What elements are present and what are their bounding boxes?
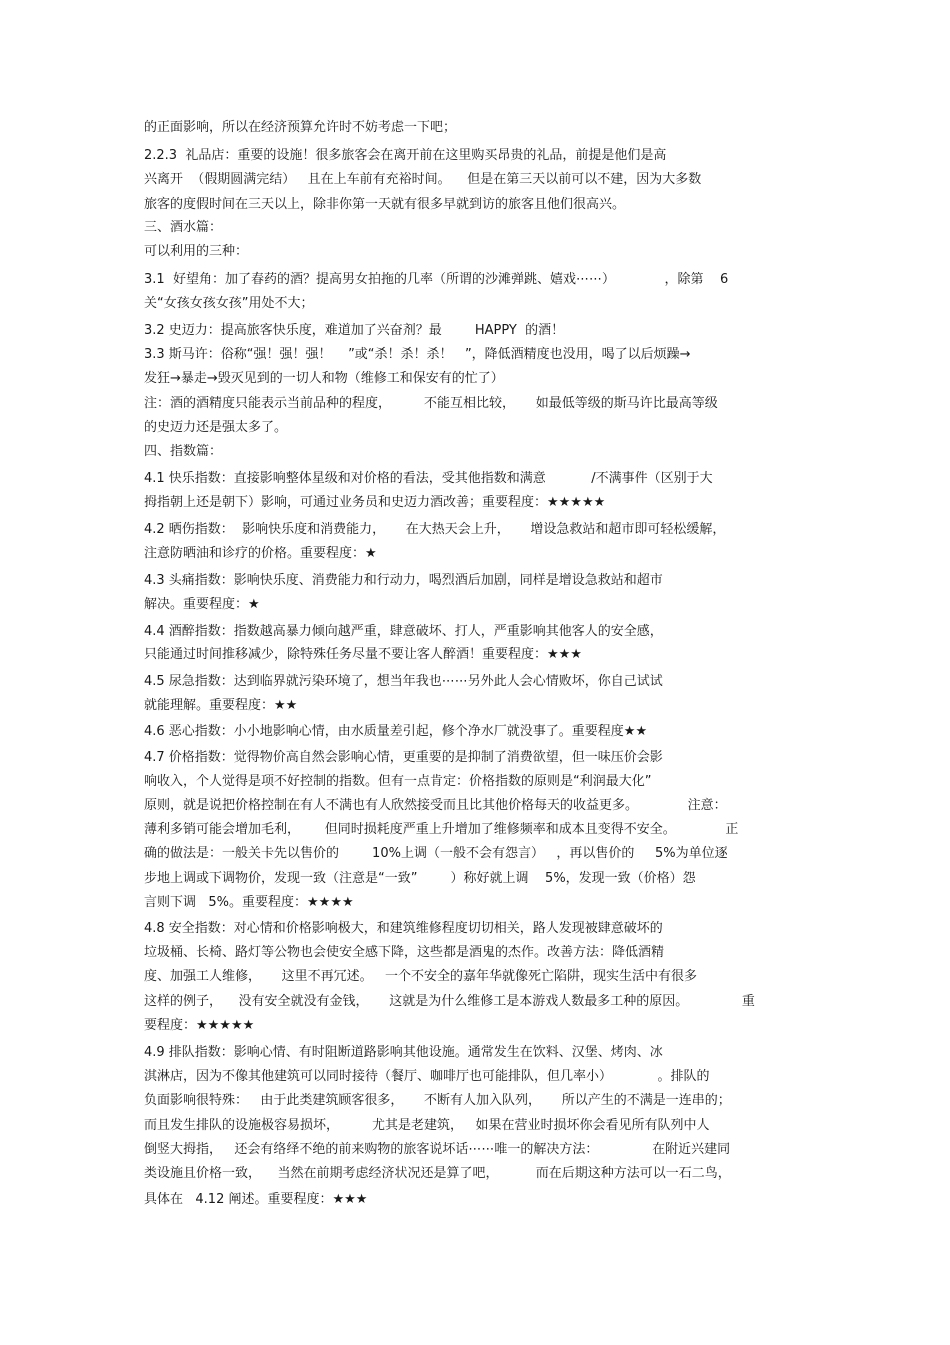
text-line: 响收入，个人觉得是项不好控制的指数。但有一点肯定：价格指数的原则是“利润最大化”	[144, 774, 652, 789]
text-line: 确的做法是：一般关卡先以售价的 10%上调（一般不会有怨言） ，再以售价的 5%为单位逐	[144, 846, 728, 861]
text-line: 只能通过时间推移减少，除特殊任务尽量不要让客人醉酒！重要程度：★★★	[144, 647, 582, 662]
text-line: 4.2 晒伤指数： 影响快乐度和消费能力， 在大热天会上升， 增设急救站和超市即可轻松缓解，	[144, 522, 726, 537]
section-heading: 四、指数篇：	[144, 444, 223, 459]
text-line: 4.4 酒醉指数：指数越高暴力倾向越严重，肆意破坏、打人，严重影响其他客人的安全感，	[144, 624, 663, 639]
text-line: 解决。重要程度：★	[144, 597, 260, 612]
text-line: 3.2 史迈力：提高旅客快乐度，难道加了兴奋剂？最 HAPPY 的酒！	[144, 323, 565, 338]
text-line: 4.5 尿急指数：达到临界就污染环境了，想当年我也⋯⋯另外此人会心情败坏，你自己试试	[144, 674, 663, 689]
text-line: 关“女孩女孩女孩”用处不大；	[144, 296, 314, 311]
text-line: 淇淋店，因为不像其他建筑可以同时接待（餐厅、咖啡厅也可能排队，但几率小） 。排队的	[144, 1069, 710, 1084]
text-line: 这样的例子， 没有安全就没有金钱， 这就是为什么维修工是本游戏人数最多工种的原因。 重	[144, 994, 755, 1009]
text-line: 就能理解。重要程度：★★	[144, 698, 298, 713]
text-line: 兴离开 （假期圆满完结） 且在上车前有充裕时间。 但是在第三天以前可以不建，因为大多数	[144, 172, 702, 187]
text-line: 薄利多销可能会增加毛利， 但同时损耗度严重上升增加了维修频率和成本且变得不安全。 正	[144, 822, 739, 837]
text-line: 的史迈力还是强太多了。	[144, 420, 288, 435]
text-line: 倒竖大拇指， 还会有络绎不绝的前来购物的旅客说坏话⋯⋯唯一的解决方法： 在附近兴建同	[144, 1142, 731, 1157]
text-line: 原则，就是说把价格控制在有人不满也有人欣然接受而且比其他价格每天的收益更多。 注意：	[144, 798, 727, 813]
text-line: 注意防晒油和诊疗的价格。重要程度：★	[144, 546, 377, 561]
text-line: 3.1 好望角：加了春药的酒？提高男女拍拖的几率（所谓的沙滩弹跳、嬉戏⋯⋯） ，除第 6	[144, 272, 729, 287]
text-line: 4.3 头痛指数：影响快乐度、消费能力和行动力，喝烈酒后加剧，同样是增设急救站和超市	[144, 573, 663, 588]
text-line: 发狂→暴走→毁灭见到的一切人和物（维修工和保安有的忙了）	[144, 371, 504, 386]
text-line: 负面影响很特殊： 由于此类建筑顾客很多， 不断有人加入队列， 所以产生的不满是一连串的；	[144, 1093, 731, 1108]
text-line: 类设施且价格一致， 当然在前期考虑经济状况还是算了吧， 而在后期这种方法可以一石二鸟，	[144, 1166, 731, 1181]
text-line: 的正面影响，所以在经济预算允许时不妨考虑一下吧；	[144, 120, 457, 135]
text-line: 要程度：★★★★★	[144, 1018, 255, 1033]
text-line: 2.2.3 礼品店：重要的设施！很多旅客会在离开前在这里购买昂贵的礼品，前提是他们是高	[144, 148, 667, 163]
text-line: 4.9 排队指数：影响心情、有时阻断道路影响其他设施。通常发生在饮料、汉堡、烤肉、冰	[144, 1045, 663, 1060]
section-heading: 三、酒水篇：	[144, 220, 223, 235]
text-line: 4.8 安全指数：对心情和价格影响极大，和建筑维修程度切切相关，路人发现被肆意破坏的	[144, 921, 663, 936]
text-line: 拇指朝上还是朝下）影响，可通过业务员和史迈力酒改善；重要程度：★★★★★	[144, 495, 606, 510]
text-line: 言则下调 5%。重要程度：★★★★	[144, 895, 354, 910]
text-line: 而且发生排队的设施极容易损坏， 尤其是老建筑， 如果在营业时损坏你会看见所有队列中人	[144, 1118, 710, 1133]
text-line: 步地上调或下调物价，发现一致（注意是“一致” ）称好就上调 5%，发现一致（价格）怨	[144, 871, 696, 886]
text-line: 具体在 4.12 阐述。重要程度：★★★	[144, 1192, 368, 1207]
text-line: 注：酒的酒精度只能表示当前品种的程度， 不能互相比较， 如最低等级的斯马许比最高等级	[144, 396, 718, 411]
text-line: 4.1 快乐指数：直接影响整体星级和对价格的看法，受其他指数和满意 /不满事件（区别于大	[144, 471, 713, 486]
text-line: 旅客的度假时间在三天以上，除非你第一天就有很多早就到访的旅客且他们很高兴。	[144, 197, 626, 212]
text-line: 3.3 斯马许：俗称“强！强！强！ ”或“杀！杀！杀！ ”，降低酒精度也没用，喝了以后烦躁→	[144, 347, 691, 362]
text-line: 度、加强工人维修， 这里不再冗述。 一个不安全的嘉年华就像死亡陷阱，现实生活中有很多	[144, 969, 698, 984]
text-line: 可以利用的三种：	[144, 244, 249, 259]
text-line: 4.7 价格指数：觉得物价高自然会影响心情，更重要的是抑制了消费欲望，但一味压价会影	[144, 750, 663, 765]
text-line: 垃圾桶、长椅、路灯等公物也会使安全感下降，这些都是酒鬼的杰作。改善方法：降低酒精	[144, 945, 665, 960]
text-line: 4.6 恶心指数：小小地影响心情，由水质量差引起，修个净水厂就没事了。重要程度★★	[144, 724, 648, 739]
